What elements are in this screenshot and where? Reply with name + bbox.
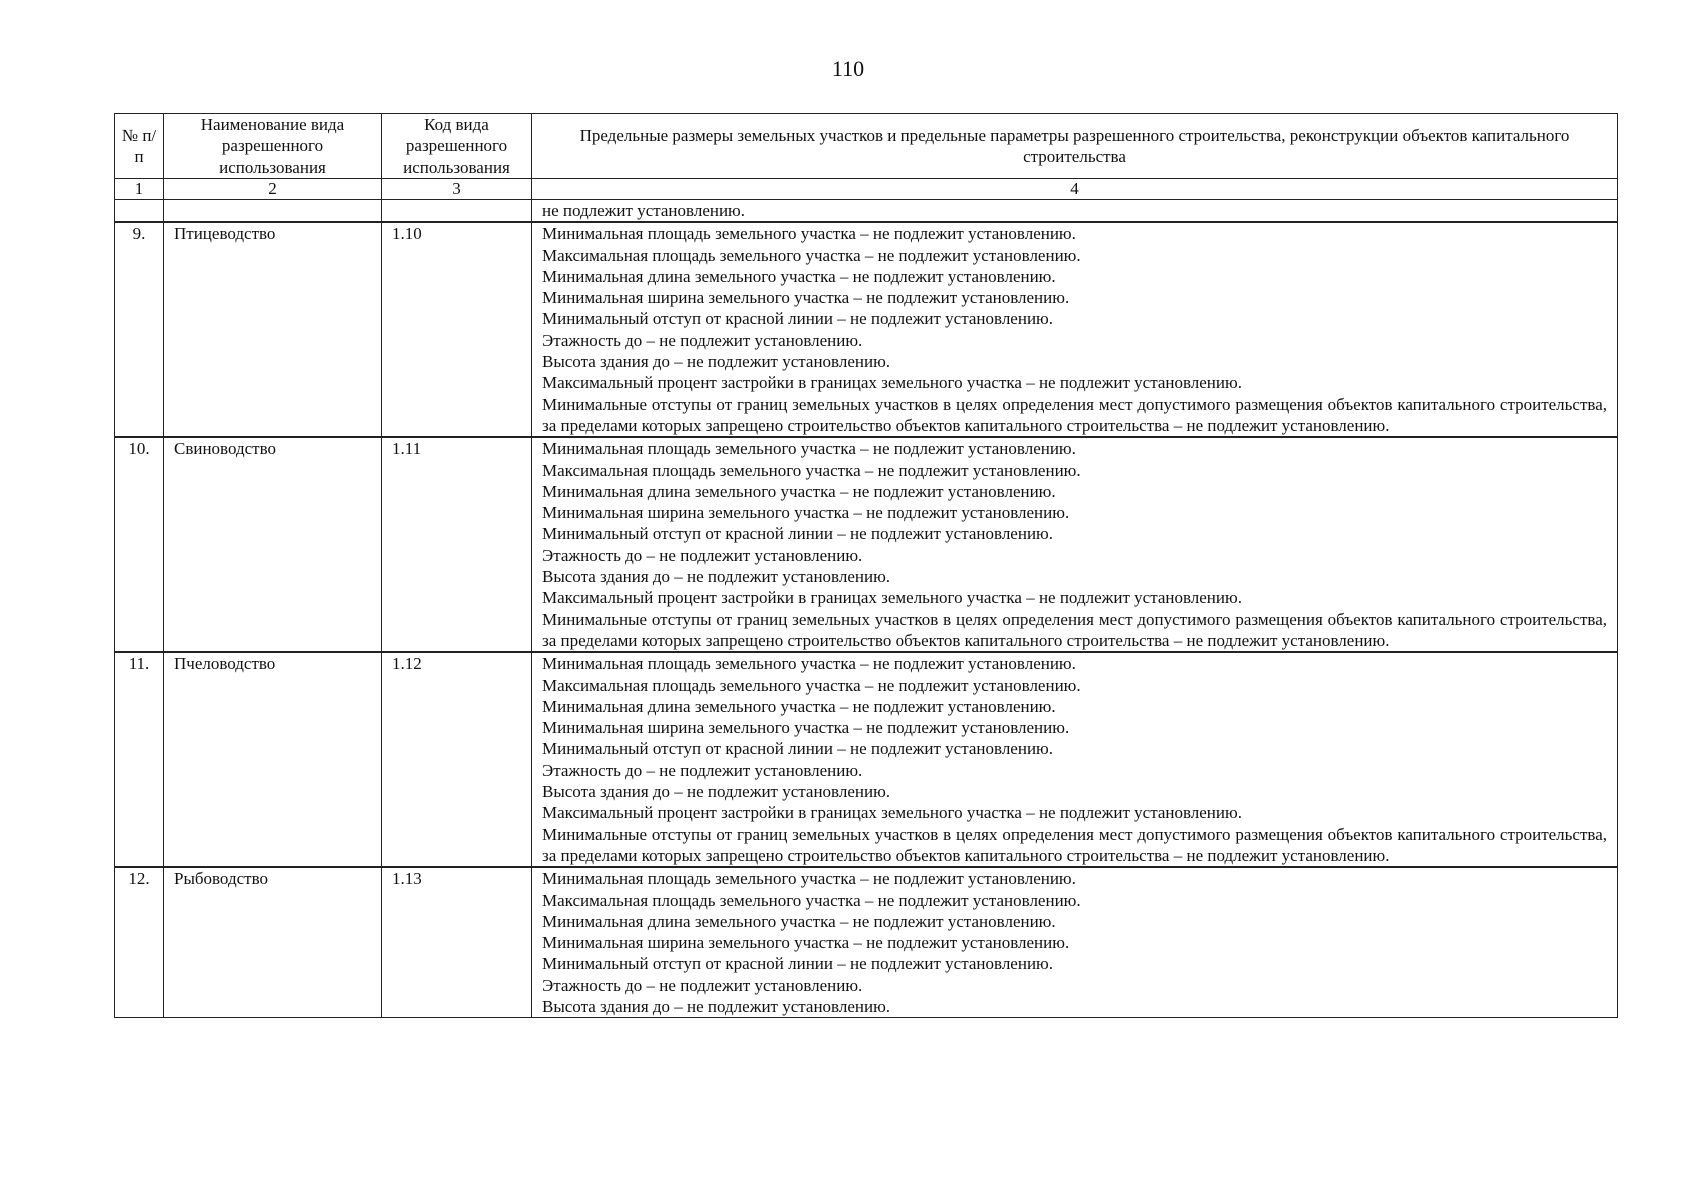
parameters-cell (532, 437, 1618, 652)
parameters-cell (532, 222, 1618, 437)
header-params: Предельные размеры земельных участков и предельные параметры разрешенного строительства, реконструкции объектов капитального строительства (532, 114, 1618, 179)
use-type-name: Свиноводство (164, 437, 382, 652)
column-number-2: 2 (164, 179, 382, 200)
parameter-line: Максимальный процент застройки в границах земельного участка – не подлежит установлению. (542, 588, 1242, 608)
header-code: Код вида разрешенного использования (382, 114, 532, 179)
parameter-line: Минимальная ширина земельного участка – не подлежит установлению. (542, 503, 1070, 523)
parameters-cell (532, 867, 1618, 1018)
parameter-line: Минимальная длина земельного участка – не подлежит установлению. (542, 481, 1056, 501)
row-number: 9. (115, 222, 164, 437)
parameter-line: Минимальные отступы от границ земельных участков в целях определения мест допустимого размещения объектов капитального строительства, за пределами которых запрещено строительство объектов капитального строительства – не подлежит установлению. (542, 609, 1607, 650)
row-number: 11. (115, 652, 164, 867)
parameter-line: Минимальная ширина земельного участка – не подлежит установлению. (542, 288, 1070, 308)
column-number-1: 1 (115, 179, 164, 200)
row-number: 12. (115, 867, 164, 1018)
parameter-line: Минимальная площадь земельного участка – не подлежит установлению. (542, 654, 1076, 674)
parameter-line: Высота здания до – не подлежит установлению. (542, 567, 891, 587)
parameter-line: Этажность до – не подлежит установлению. (542, 760, 863, 780)
parameter-line: Максимальная площадь земельного участка – не подлежит установлению. (542, 245, 1081, 265)
use-type-code: 1.13 (382, 867, 532, 1018)
table-row (115, 437, 1618, 652)
table-row (115, 652, 1618, 867)
table-body (115, 200, 1618, 1018)
parameter-line: Минимальная площадь земельного участка – не подлежит установлению. (542, 439, 1076, 459)
parameter-line: Минимальный отступ от красной линии – не подлежит установлению. (542, 739, 1053, 759)
header-number: № п/п (115, 114, 164, 179)
page-number: 110 (831, 56, 865, 81)
parameter-line: Минимальный отступ от красной линии – не подлежит установлению. (542, 309, 1053, 329)
use-type-name: Птицеводство (164, 222, 382, 437)
parameter-line: Этажность до – не подлежит установлению. (542, 545, 863, 565)
parameter-line: Минимальный отступ от красной линии – не подлежит установлению. (542, 954, 1053, 974)
use-type-name: Рыбоводство (164, 867, 382, 1018)
column-number-row (115, 179, 1618, 200)
parameters-cell (532, 652, 1618, 867)
continuation-row (115, 200, 1618, 223)
parameter-line: Максимальная площадь земельного участка – не подлежит установлению. (542, 460, 1081, 480)
header-name: Наименование вида разрешенного использования (164, 114, 382, 179)
parameter-line: Максимальная площадь земельного участка – не подлежит установлению. (542, 675, 1081, 695)
use-type-name: Пчеловодство (164, 652, 382, 867)
parameter-line: Минимальная длина земельного участка – не подлежит установлению. (542, 911, 1056, 931)
parameter-line: Этажность до – не подлежит установлению. (542, 975, 863, 995)
parameter-line: Высота здания до – не подлежит установлению. (542, 782, 891, 802)
continuation-text: не подлежит установлению. (532, 200, 1618, 223)
use-type-code: 1.10 (382, 222, 532, 437)
parameter-line: Минимальная площадь земельного участка – не подлежит установлению. (542, 869, 1076, 889)
parameter-line: Минимальный отступ от красной линии – не подлежит установлению. (542, 524, 1053, 544)
table-header-row (115, 114, 1618, 179)
use-type-code: 1.12 (382, 652, 532, 867)
use-type-code: 1.11 (382, 437, 532, 652)
parameter-line: Высота здания до – не подлежит установлению. (542, 352, 891, 372)
table-row (115, 867, 1618, 1018)
parameter-line: Максимальный процент застройки в границах земельного участка – не подлежит установлению. (542, 373, 1242, 393)
parameter-line: Минимальная длина земельного участка – не подлежит установлению. (542, 696, 1056, 716)
parameter-line: Максимальная площадь земельного участка – не подлежит установлению. (542, 890, 1081, 910)
parameter-line: Минимальная площадь земельного участка – не подлежит установлению. (542, 224, 1076, 244)
parameter-line: Максимальный процент застройки в границах земельного участка – не подлежит установлению. (542, 803, 1242, 823)
table-row (115, 222, 1618, 437)
land-use-parameters-table (114, 113, 1618, 1018)
parameter-line: Этажность до – не подлежит установлению. (542, 330, 863, 350)
row-number: 10. (115, 437, 164, 652)
parameter-line: Высота здания до – не подлежит установлению. (542, 996, 891, 1016)
column-number-3: 3 (382, 179, 532, 200)
parameter-line: Минимальные отступы от границ земельных участков в целях определения мест допустимого размещения объектов капитального строительства, за пределами которых запрещено строительство объектов капитального строительства – не подлежит установлению. (542, 824, 1607, 865)
parameter-line: Минимальная ширина земельного участка – не подлежит установлению. (542, 718, 1070, 738)
parameter-line: Минимальные отступы от границ земельных участков в целях определения мест допустимого размещения объектов капитального строительства, за пределами которых запрещено строительство объектов капитального строительства – не подлежит установлению. (542, 394, 1607, 435)
parameter-line: Минимальная ширина земельного участка – не подлежит установлению. (542, 933, 1070, 953)
column-number-4: 4 (532, 179, 1618, 200)
parameter-line: Минимальная длина земельного участка – не подлежит установлению. (542, 266, 1056, 286)
